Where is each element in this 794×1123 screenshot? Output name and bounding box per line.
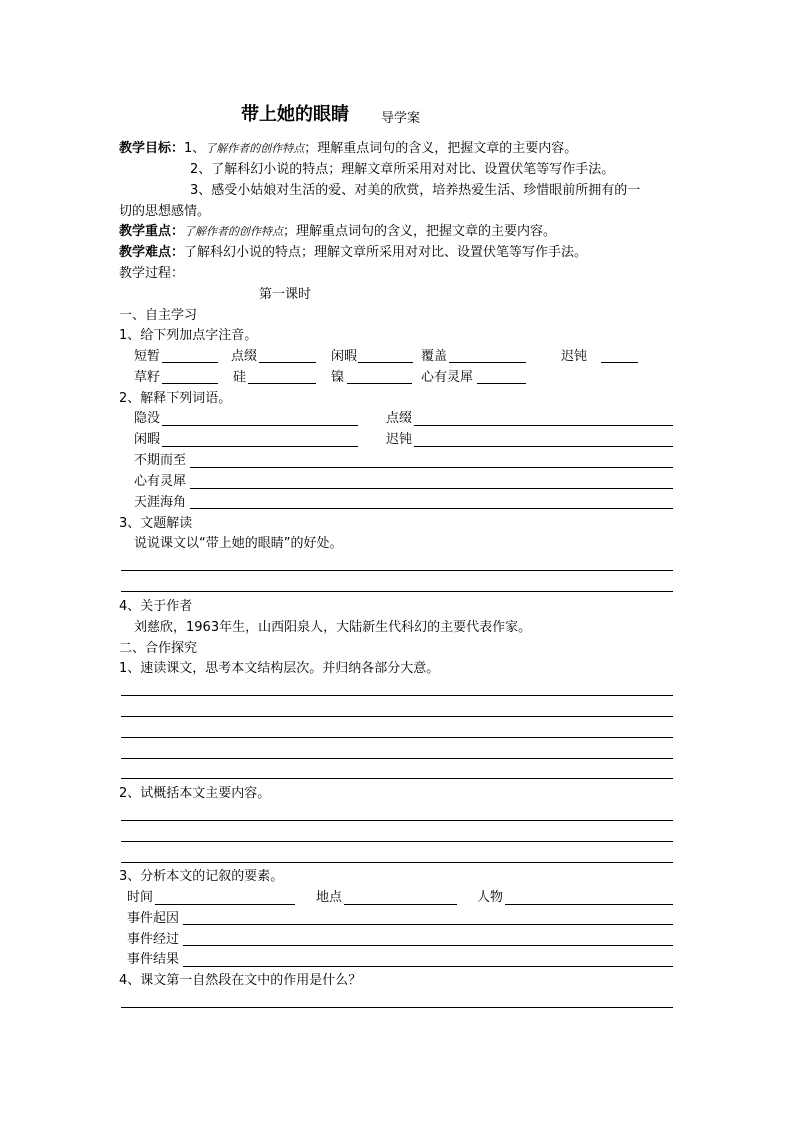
pinyin-blank[interactable] bbox=[347, 383, 412, 384]
pinyin-blank[interactable] bbox=[449, 362, 526, 363]
vocab-term: 心有灵犀 bbox=[134, 474, 187, 489]
vocab-term: 隐没 bbox=[134, 411, 161, 426]
vocab-term: 闲暇 bbox=[134, 432, 161, 447]
answer-line[interactable] bbox=[121, 570, 673, 571]
pinyin-blank[interactable] bbox=[162, 362, 218, 363]
pinyin-term: 草籽 bbox=[134, 370, 161, 385]
process-label: 教学过程： bbox=[119, 266, 185, 281]
element-blank[interactable] bbox=[344, 904, 457, 905]
answer-line[interactable] bbox=[121, 841, 673, 842]
teaching-difficulty bbox=[119, 244, 587, 262]
answer-line[interactable] bbox=[121, 716, 673, 717]
answer-line[interactable] bbox=[121, 820, 673, 821]
answer-line[interactable] bbox=[121, 695, 673, 696]
lesson-title: 第一课时 bbox=[259, 287, 312, 302]
pinyin-term: 迟钝 bbox=[561, 349, 588, 364]
section1-heading: 一、自主学习 bbox=[119, 308, 198, 323]
objective-1-prefix: 1、 bbox=[184, 141, 206, 156]
element-label: 事件起因 bbox=[127, 911, 180, 926]
objectives-label: 教学目标： bbox=[119, 141, 185, 156]
element-label: 时间 bbox=[127, 890, 154, 905]
pinyin-term: 点缀 bbox=[231, 349, 258, 364]
vocab-blank[interactable] bbox=[162, 446, 358, 447]
vocab-blank[interactable] bbox=[190, 488, 673, 489]
objective-3-line1: 3、感受小姑娘对生活的爱、对美的欣赏，培养热爱生活、珍惜眼前所拥有的一 bbox=[190, 183, 641, 198]
q3-title: 3、文题解读 bbox=[119, 516, 193, 531]
s2-q1-title: 1、速读课文，思考本文结构层次。并归纳各部分大意。 bbox=[119, 661, 440, 676]
pinyin-term: 覆盖 bbox=[421, 349, 448, 364]
focus-handwriting: 了解作者的创作特点 bbox=[184, 225, 284, 238]
vocab-blank[interactable] bbox=[414, 425, 673, 426]
element-label: 人物 bbox=[477, 890, 504, 905]
answer-line[interactable] bbox=[121, 758, 673, 759]
element-label: 地点 bbox=[316, 890, 343, 905]
objective-1-handwriting: 了解作者的创作特点 bbox=[205, 142, 305, 155]
objective-3-line2: 切的思想感情。 bbox=[119, 204, 211, 219]
element-blank[interactable] bbox=[505, 904, 673, 905]
q4-title: 4、关于作者 bbox=[119, 599, 193, 614]
pinyin-blank[interactable] bbox=[358, 362, 413, 363]
vocab-term: 不期而至 bbox=[134, 453, 187, 468]
q1-title: 1、给下列加点字注音。 bbox=[119, 328, 258, 343]
element-blank[interactable] bbox=[183, 966, 673, 967]
s2-q3-title: 3、分析本文的记叙的要素。 bbox=[119, 869, 284, 884]
pinyin-term: 硅 bbox=[233, 370, 247, 385]
focus-label: 教学重点： bbox=[119, 224, 185, 239]
pinyin-term: 镍 bbox=[331, 370, 345, 385]
page-subtitle: 导学案 bbox=[381, 111, 421, 126]
s2-q2-title: 2、试概括本文主要内容。 bbox=[119, 786, 271, 801]
vocab-blank[interactable] bbox=[190, 508, 673, 509]
vocab-blank[interactable] bbox=[190, 467, 673, 468]
answer-line[interactable] bbox=[121, 778, 673, 779]
difficulty-text: 了解科幻小说的特点；理解文章所采用对对比、设置伏笔等写作手法。 bbox=[184, 245, 588, 260]
pinyin-term: 短暂 bbox=[134, 349, 161, 364]
vocab-blank[interactable] bbox=[162, 425, 358, 426]
pinyin-term: 心有灵犀 bbox=[421, 370, 474, 385]
objectives-line1 bbox=[119, 140, 577, 158]
answer-line[interactable] bbox=[121, 1007, 673, 1008]
page-title: 带上她的眼睛 bbox=[241, 104, 349, 125]
difficulty-label: 教学难点： bbox=[119, 245, 185, 260]
focus-text: ；理解重点词句的含义，把握文章的主要内容。 bbox=[283, 224, 557, 239]
element-blank[interactable] bbox=[183, 924, 673, 925]
s2-q4-title: 4、课文第一自然段在文中的作用是什么？ bbox=[119, 973, 362, 988]
vocab-term: 点缀 bbox=[386, 411, 413, 426]
objective-2: 2、了解科幻小说的特点；理解文章所采用对对比、设置伏笔等写作手法。 bbox=[190, 162, 615, 177]
objective-1-text: ；理解重点词句的含义，把握文章的主要内容。 bbox=[304, 141, 578, 156]
answer-line[interactable] bbox=[121, 862, 673, 863]
teaching-focus bbox=[119, 223, 556, 241]
answer-line[interactable] bbox=[121, 737, 673, 738]
pinyin-blank[interactable] bbox=[601, 362, 638, 363]
element-blank[interactable] bbox=[183, 945, 673, 946]
section2-heading: 二、合作探究 bbox=[119, 641, 198, 656]
vocab-term: 天涯海角 bbox=[134, 495, 187, 510]
vocab-blank[interactable] bbox=[414, 446, 673, 447]
q3-prompt: 说说课文以“带上她的眼睛”的好处。 bbox=[134, 536, 343, 551]
element-blank[interactable] bbox=[155, 904, 295, 905]
pinyin-blank[interactable] bbox=[162, 383, 218, 384]
author-info: 刘慈欣，1963年生，山西阳泉人，大陆新生代科幻的主要代表作家。 bbox=[134, 620, 532, 635]
pinyin-term: 闲暇 bbox=[331, 349, 358, 364]
pinyin-blank[interactable] bbox=[248, 383, 316, 384]
pinyin-blank[interactable] bbox=[477, 383, 526, 384]
q2-title: 2、解释下列词语。 bbox=[119, 391, 232, 406]
element-label: 事件结果 bbox=[127, 952, 180, 967]
element-label: 事件经过 bbox=[127, 932, 180, 947]
pinyin-blank[interactable] bbox=[259, 362, 316, 363]
answer-line[interactable] bbox=[121, 591, 673, 592]
vocab-term: 迟钝 bbox=[386, 432, 413, 447]
